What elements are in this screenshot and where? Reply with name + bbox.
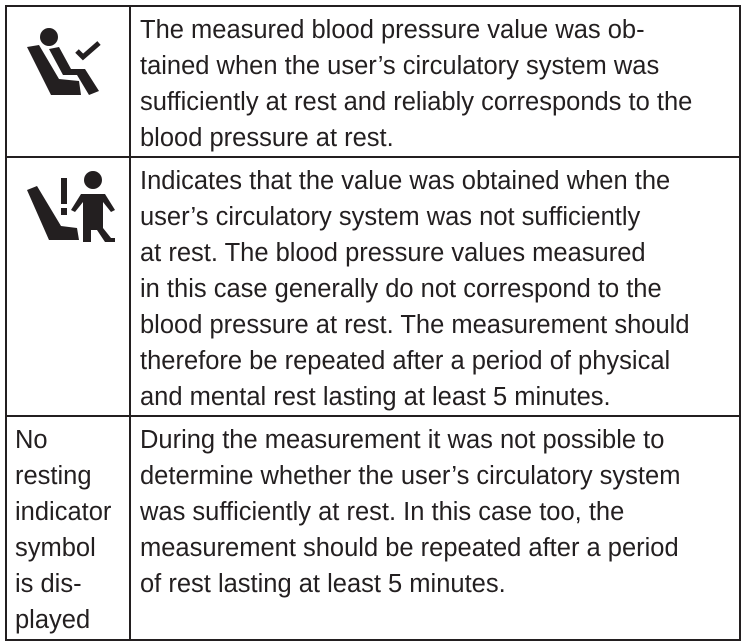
description-cell bbox=[130, 6, 740, 157]
table-row bbox=[6, 6, 740, 157]
table-row bbox=[6, 157, 740, 416]
indicator-label: No resting indicator symbol is dis- played bbox=[15, 426, 112, 634]
description-cell bbox=[130, 416, 740, 640]
indicator-cell bbox=[6, 157, 130, 416]
not-resting-warning-icon bbox=[7, 166, 129, 256]
description-text: The measured blood pressure value was ob- tained when the user’s circulatory system was sufficiently at rest and reliably corresponds to the blood pressure at rest. bbox=[140, 16, 693, 152]
description-cell bbox=[130, 157, 740, 416]
description-text: Indicates that the value was obtained when the user’s circulatory system was not sufficiently at rest. The blood pressure values measured in this case generally do not correspond to the blood pressure at rest. The measurement should therefore be repeated after a period of physical and mental rest lasting at least 5 minutes. bbox=[140, 167, 690, 411]
description-text: During the measurement it was not possible to determine whether the user’s circulatory system was sufficiently at rest. In this case too, the measurement should be repeated after a period of rest lasting at least 5 minutes. bbox=[140, 426, 681, 598]
indicator-cell bbox=[6, 416, 130, 640]
resting-indicator-table bbox=[5, 5, 741, 641]
table-row bbox=[6, 416, 740, 640]
resting-check-icon bbox=[7, 17, 129, 107]
indicator-cell bbox=[6, 6, 130, 157]
